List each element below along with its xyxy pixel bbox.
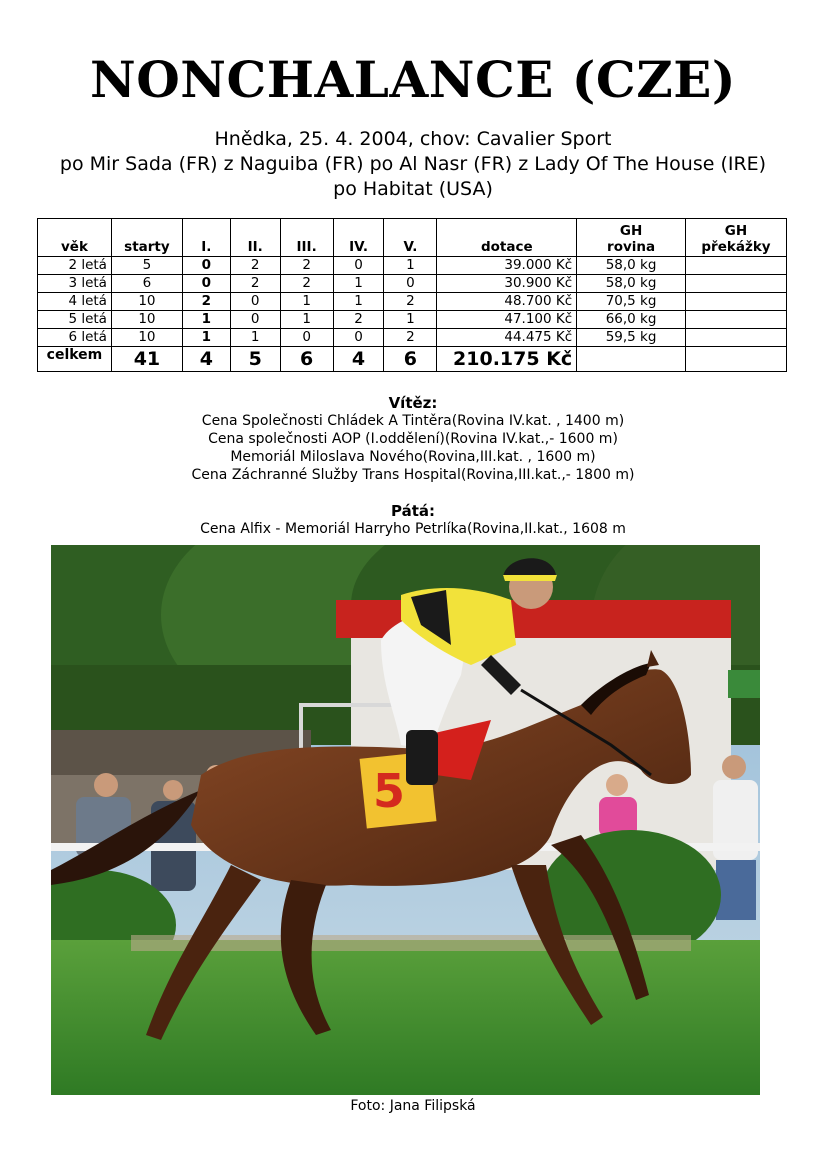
- race-item: Cena společnosti AOP (I.oddělení)(Rovina IV.kat.,- 1600 m): [208, 431, 618, 447]
- cell-prize: 48.700 Kč: [437, 293, 577, 311]
- cell-fifth: 2: [384, 329, 437, 347]
- table-total-row: [38, 347, 787, 372]
- cell-second: 1: [230, 329, 280, 347]
- cell-fifth: 1: [384, 311, 437, 329]
- table-row: [38, 311, 787, 329]
- table-row: [38, 293, 787, 311]
- header-age: věk: [38, 219, 112, 257]
- cell-gh-flat: 66,0 kg: [577, 311, 686, 329]
- winner-section: [0, 394, 826, 484]
- cell-age: 6 letá: [38, 329, 112, 347]
- cell-gh-jump: [685, 275, 786, 293]
- cell-first: 0: [182, 257, 230, 275]
- photo-caption: Foto: Jana Filipská: [350, 1098, 476, 1114]
- header-gh-flat-line2: rovina: [607, 239, 656, 255]
- jockey-boot: [406, 730, 438, 785]
- cell-age: 4 letá: [38, 293, 112, 311]
- cell-fourth: 2: [333, 311, 384, 329]
- race-photo: [51, 545, 760, 1095]
- cell-prize: 39.000 Kč: [437, 257, 577, 275]
- table-row: [38, 329, 787, 347]
- header-gh-jump: [685, 219, 786, 257]
- header-second: II.: [230, 219, 280, 257]
- cell-prize: 47.100 Kč: [437, 311, 577, 329]
- header-third: III.: [280, 219, 333, 257]
- cell-starts: 10: [111, 311, 182, 329]
- horse-and-jockey-illustration: [51, 545, 760, 1095]
- fifth-heading: Pátá:: [390, 502, 435, 520]
- cell-fifth: 2: [384, 293, 437, 311]
- table-row: [38, 275, 787, 293]
- cell-fourth: 1: [333, 293, 384, 311]
- header-first: I.: [182, 219, 230, 257]
- winner-heading: Vítěz:: [388, 394, 438, 412]
- cell-fifth: 1: [384, 257, 437, 275]
- total-first: 4: [182, 347, 230, 372]
- horse-info-line: Hnědka, 25. 4. 2004, chov: Cavalier Sport: [214, 128, 612, 150]
- cell-gh-jump: [685, 293, 786, 311]
- saddle-number: 5: [373, 764, 406, 818]
- total-gh-jump: [685, 347, 786, 372]
- race-item: Cena Alfix - Memoriál Harryho Petrlíka(Rovina,II.kat., 1608 m: [200, 521, 626, 537]
- cell-fourth: 0: [333, 257, 384, 275]
- cell-first: 2: [182, 293, 230, 311]
- race-item: Memoriál Miloslava Nového(Rovina,III.kat. , 1600 m): [230, 449, 596, 465]
- header-gh-flat-line1: GH: [619, 223, 643, 239]
- header-fifth: V.: [384, 219, 437, 257]
- header-gh-jump-line1: GH: [724, 223, 748, 239]
- header-gh-jump-line2: překážky: [701, 239, 771, 255]
- cell-age: 2 letá: [38, 257, 112, 275]
- cell-prize: 44.475 Kč: [437, 329, 577, 347]
- cell-starts: 5: [111, 257, 182, 275]
- cell-gh-flat: 58,0 kg: [577, 257, 686, 275]
- cell-first: 1: [182, 329, 230, 347]
- header-starts: starty: [111, 219, 182, 257]
- cell-third: 1: [280, 311, 333, 329]
- cell-fifth: 0: [384, 275, 437, 293]
- total-gh-flat: [577, 347, 686, 372]
- table-row: [38, 257, 787, 275]
- cell-second: 0: [230, 293, 280, 311]
- cell-gh-jump: [685, 329, 786, 347]
- header-fourth: IV.: [333, 219, 384, 257]
- cell-second: 2: [230, 275, 280, 293]
- cell-first: 1: [182, 311, 230, 329]
- total-second: 5: [230, 347, 280, 372]
- total-starts: 41: [111, 347, 182, 372]
- cell-age: 3 letá: [38, 275, 112, 293]
- race-item: Cena Záchranné Služby Trans Hospital(Rovina,III.kat.,- 1800 m): [191, 467, 635, 483]
- cell-first: 0: [182, 275, 230, 293]
- pedigree-line: po Mir Sada (FR) z Naguiba (FR) po Al Nasr (FR) z Lady Of The House (IRE): [59, 153, 767, 175]
- total-label: celkem: [38, 347, 112, 372]
- cell-starts: 6: [111, 275, 182, 293]
- cell-fourth: 0: [333, 329, 384, 347]
- race-item: Cena Společnosti Chládek A Tintěra(Rovina IV.kat. , 1400 m): [201, 413, 625, 429]
- helmet-band: [503, 575, 557, 581]
- cell-gh-flat: 59,5 kg: [577, 329, 686, 347]
- total-prize: 210.175 Kč: [437, 347, 577, 372]
- total-fifth: 6: [384, 347, 437, 372]
- cell-third: 0: [280, 329, 333, 347]
- cell-prize: 30.900 Kč: [437, 275, 577, 293]
- cell-age: 5 letá: [38, 311, 112, 329]
- horse-name-title: NONCHALANCE (CZE): [90, 50, 736, 109]
- cell-starts: 10: [111, 293, 182, 311]
- cell-second: 0: [230, 311, 280, 329]
- sign-board: [728, 670, 760, 698]
- cell-gh-flat: 70,5 kg: [577, 293, 686, 311]
- cell-gh-jump: [685, 311, 786, 329]
- cell-gh-jump: [685, 257, 786, 275]
- cell-third: 1: [280, 293, 333, 311]
- cell-third: 2: [280, 275, 333, 293]
- total-third: 6: [280, 347, 333, 372]
- cell-third: 2: [280, 257, 333, 275]
- cell-fourth: 1: [333, 275, 384, 293]
- header-gh-flat: [577, 219, 686, 257]
- cell-gh-flat: 58,0 kg: [577, 275, 686, 293]
- cell-starts: 10: [111, 329, 182, 347]
- racing-record-table: [37, 218, 787, 372]
- pedigree-line-2: po Habitat (USA): [333, 178, 493, 200]
- header-prize: dotace: [437, 219, 577, 257]
- table-header-row: [38, 219, 787, 257]
- total-fourth: 4: [333, 347, 384, 372]
- fifth-place-section: [0, 502, 826, 538]
- cell-second: 2: [230, 257, 280, 275]
